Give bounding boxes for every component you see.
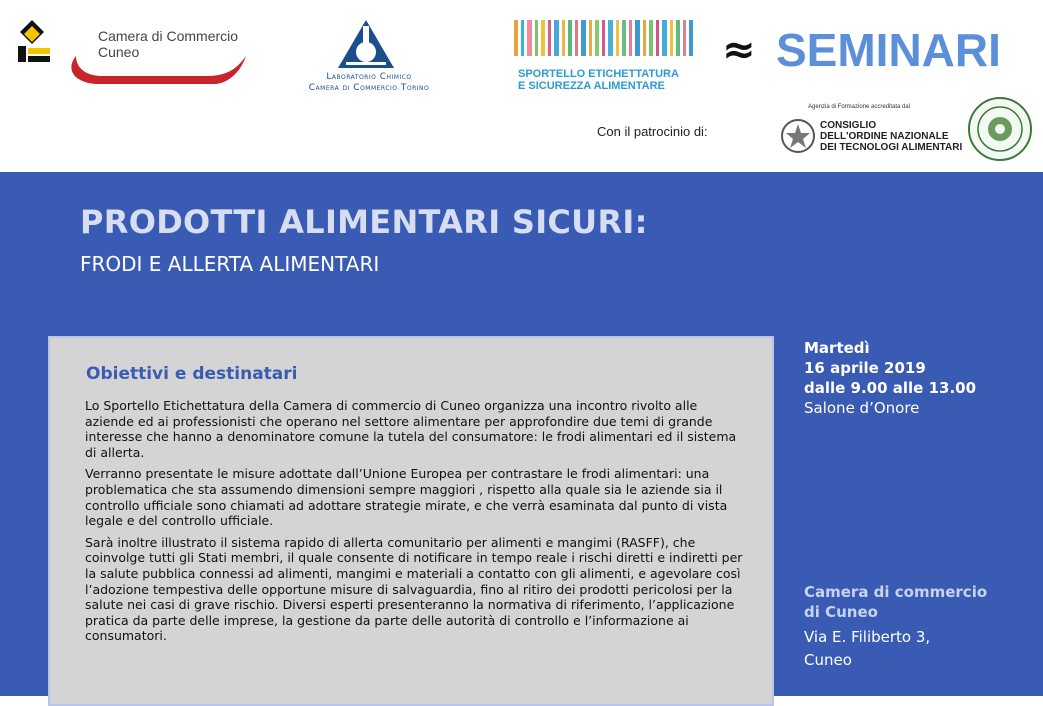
- consiglio-ordine-name: CONSIGLIO DELL'ORDINE NAZIONALE DEI TECNOLOGI ALIMENTARI: [820, 120, 963, 153]
- seminari-heading: SEMINARI: [776, 24, 1001, 76]
- event-time: dalle 9.00 alle 13.00: [804, 379, 977, 397]
- sportello-name: SPORTELLO ETICHETTATURA E SICUREZZA ALIMENTARE: [518, 68, 679, 92]
- paragraph: Verranno presentate le misure adottate dall’Unione Europea per contrastare le frodi alimentari: una problematica che sta assumendo dimensioni sempre maggiori , rispetto alla quale sia le aziende sia il controllo ufficiale sono chiamati ad adottare strategie mirate, e che verrà esaminata dal punto di vista legale e del controllo ufficiale.: [85, 466, 728, 529]
- paragraph: Lo Sportello Etichettatura della Camera di commercio di Cuneo organizza una incontro rivolto alle aziende ed ai professionisti che operano nel settore alimentare per approfondire due temi di grande interesse che hanno a denominatore comune la tutela del consumatore: le frodi alimentari ed il sistema di allerta.: [85, 398, 737, 460]
- event-details: [804, 338, 976, 418]
- obiettivi-heading: Obiettivi e destinatari: [86, 364, 298, 384]
- patrocinio-label: Con il patrocinio di:: [597, 124, 708, 139]
- agenzia-label: Agenzia di Formazione accreditata dal: [808, 104, 911, 110]
- paragraph: Sarà inoltre illustrato il sistema rapido di allerta comunitario per alimenti e mangimi (RASFF), che coinvolge tutti gli Stati membri, il quale consente di notificare in tempo reale i rischi diretti e indiretti per la salute pubblica connessi ad alimenti, mangimi e materiali a contatto con gli alimenti, e agevolare così l’adozione tempestiva delle opportune misure di salvaguardia, fino al ritiro dei prodotti pericolosi per la salute nei casi di grave rischio. Diversi esperti presenteranno la normativa di riferimento, l’applicazione pratica da parte delle imprese, la gestione da parte delle autorità di controllo e l’informazione ai consumatori.: [85, 534, 743, 644]
- camera-cuneo-swoosh-icon: [66, 50, 248, 88]
- event-room: Salone d’Onore: [804, 399, 920, 417]
- approx-icon: ≈: [722, 27, 756, 73]
- location-city: Cuneo: [804, 651, 852, 669]
- page-title: PRODOTTI ALIMENTARI SICURI:: [80, 203, 648, 241]
- ordine-seal-icon: [966, 96, 1034, 162]
- sportello-barcode-logo-icon: [514, 20, 694, 68]
- repubblica-emblem-icon: [780, 116, 816, 156]
- camera-cuneo-logo-icon: [14, 18, 54, 64]
- event-day: Martedì: [804, 339, 870, 357]
- page-header: [0, 0, 1043, 172]
- obiettivi-body: [85, 398, 745, 650]
- obiettivi-box: [48, 336, 774, 706]
- laboratorio-chimico-name: Laboratorio Chimico Camera di Commercio Torino: [308, 72, 430, 93]
- location-name-line2: di Cuneo: [804, 603, 878, 621]
- location-address: Via E. Filiberto 3,: [804, 628, 931, 646]
- event-location: [804, 582, 987, 672]
- camera-cuneo-name: Camera di Commercio Cuneo: [98, 28, 239, 60]
- location-name-line1: Camera di commercio: [804, 583, 988, 601]
- laboratorio-chimico-logo-icon: [336, 18, 396, 70]
- event-date: 16 aprile 2019: [804, 359, 926, 377]
- page-subtitle: FRODI E ALLERTA ALIMENTARI: [80, 252, 380, 276]
